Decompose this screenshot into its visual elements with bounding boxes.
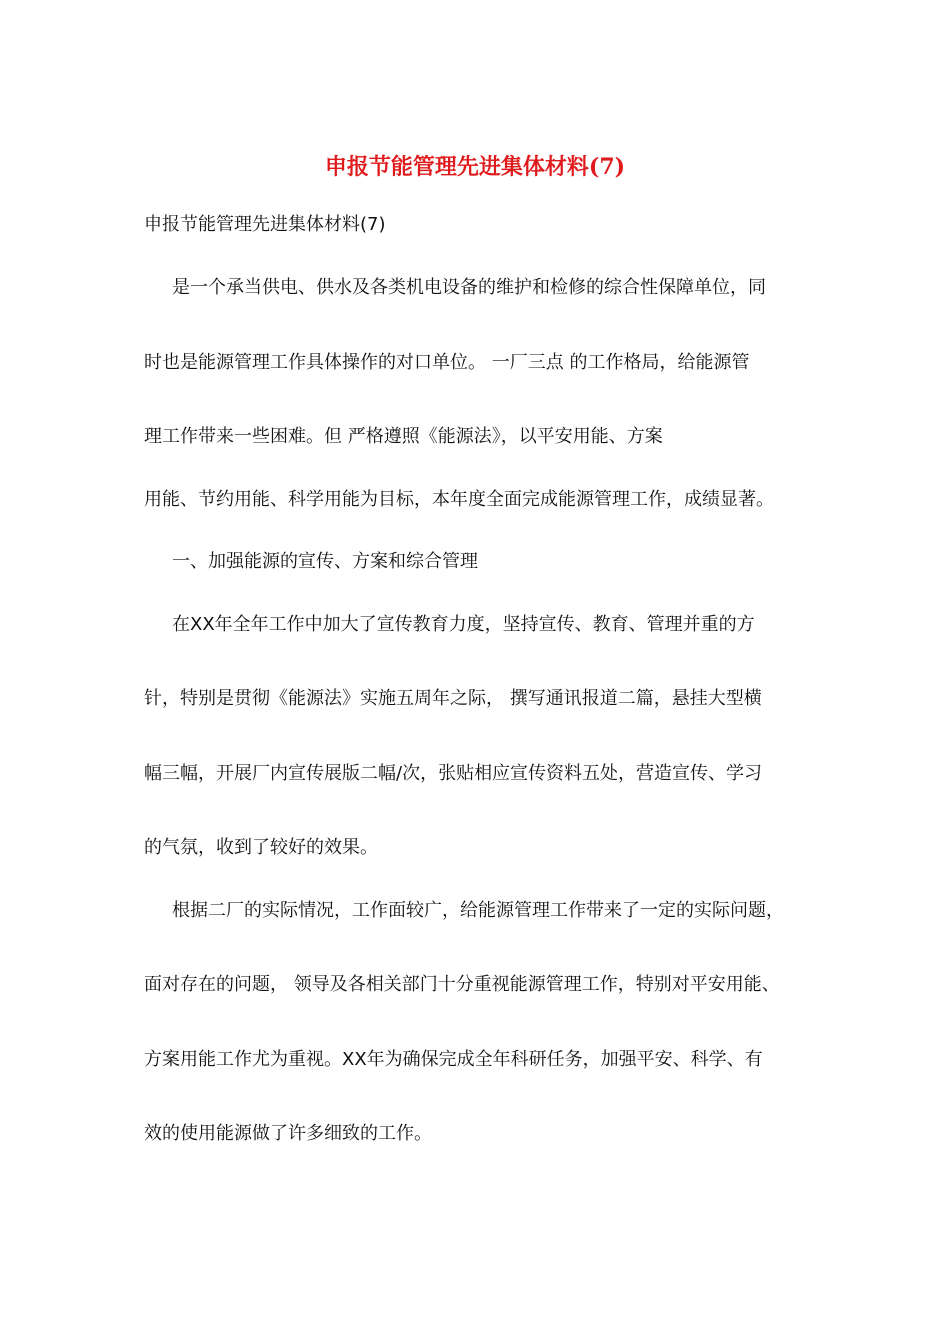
paragraph-line: 面对存在的问题， 领导及各相关部门十分重视能源管理工作，特别对平安用能、 — [144, 974, 780, 995]
paragraph-line: 在XX年全年工作中加大了宣传教育力度，坚持宣传、教育、管理并重的方 — [172, 614, 755, 635]
paragraph-line: 效的使用能源做了许多细致的工作。 — [144, 1123, 432, 1144]
paragraph-line: 理工作带来一些困难。但 严格遵照《能源法》，以平安用能、方案 — [144, 426, 663, 447]
paragraph-line: 时也是能源管理工作具体操作的对口单位。 一厂三点 的工作格局，给能源管 — [144, 352, 750, 373]
document-title: 申报节能管理先进集体材料(7) — [324, 154, 626, 180]
document-subtitle: 申报节能管理先进集体材料(7) — [144, 214, 386, 235]
paragraph-line: 根据二厂的实际情况，工作面较广，给能源管理工作带来了一定的实际问题， — [172, 900, 784, 921]
paragraph-line: 的气氛，收到了较好的效果。 — [144, 837, 378, 858]
paragraph-line: 方案用能工作尤为重视。XX年为确保完成全年科研任务，加强平安、科学、有 — [144, 1049, 763, 1070]
paragraph-line: 用能、节约用能、科学用能为目标，本年度全面完成能源管理工作，成绩显著。 — [144, 489, 774, 510]
section-heading: 一、加强能源的宣传、方案和综合管理 — [172, 551, 478, 572]
paragraph-line: 针，特别是贯彻《能源法》实施五周年之际， 撰写通讯报道二篇，悬挂大型横 — [144, 688, 762, 709]
paragraph-line: 是一个承当供电、供水及各类机电设备的维护和检修的综合性保障单位，同 — [172, 277, 766, 298]
paragraph-line: 幅三幅，开展厂内宣传展版二幅/次，张贴相应宣传资料五处，营造宣传、学习 — [144, 763, 763, 784]
